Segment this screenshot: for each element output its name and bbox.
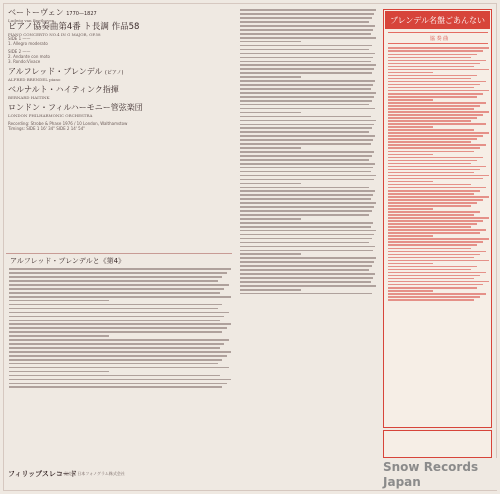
text-line bbox=[388, 154, 433, 156]
text-line bbox=[240, 143, 371, 145]
text-line bbox=[9, 316, 224, 318]
text-line bbox=[388, 178, 483, 180]
pianist-name: アルフレッド・ブレンデル bbox=[8, 67, 103, 76]
text-line bbox=[240, 202, 376, 204]
text-line bbox=[9, 284, 229, 286]
text-line bbox=[388, 248, 471, 250]
text-line bbox=[240, 246, 375, 248]
side2-label: SIDE 2 —— bbox=[8, 49, 31, 54]
text-line bbox=[240, 210, 372, 212]
text-line bbox=[240, 53, 375, 55]
text-line bbox=[240, 222, 373, 224]
pianist-line bbox=[8, 66, 230, 77]
text-line bbox=[240, 230, 376, 232]
text-line bbox=[388, 78, 471, 80]
orchestra-name: ロンドン・フィルハーモニー管弦楽団 bbox=[8, 103, 143, 112]
text-line bbox=[388, 50, 483, 52]
text-line bbox=[388, 232, 480, 234]
text-line bbox=[388, 202, 477, 204]
text-line bbox=[388, 120, 471, 122]
text-line bbox=[388, 90, 489, 92]
text-line bbox=[388, 284, 483, 286]
text-line bbox=[240, 92, 376, 94]
text-line bbox=[240, 163, 375, 165]
watermark-line-2: Japan bbox=[383, 475, 421, 489]
text-line bbox=[388, 220, 483, 222]
text-line bbox=[240, 88, 371, 90]
composer-latin: Ludwig van Beethoven bbox=[8, 18, 55, 23]
text-line bbox=[388, 208, 433, 210]
text-line bbox=[388, 266, 477, 268]
text-line bbox=[388, 129, 474, 131]
catalogue-category: 協 奏 曲 bbox=[430, 36, 449, 42]
essay-column-left bbox=[9, 266, 231, 466]
text-line bbox=[388, 172, 474, 174]
text-line bbox=[9, 351, 231, 353]
text-line bbox=[240, 112, 301, 114]
catalogue-footer-strip bbox=[383, 430, 492, 458]
conductor-name: ベルナルト・ハイティンク指揮 bbox=[8, 85, 119, 94]
text-line bbox=[388, 166, 486, 168]
text-line bbox=[240, 25, 375, 27]
text-line bbox=[240, 64, 376, 66]
text-line bbox=[388, 69, 489, 71]
text-line bbox=[388, 47, 489, 49]
text-line bbox=[388, 251, 486, 253]
text-line bbox=[388, 269, 471, 271]
text-line bbox=[240, 242, 369, 244]
text-line bbox=[388, 102, 486, 104]
text-line bbox=[9, 331, 222, 333]
text-line bbox=[240, 120, 376, 122]
text-line bbox=[9, 304, 222, 306]
text-line bbox=[9, 386, 222, 388]
text-line bbox=[240, 194, 373, 196]
text-line bbox=[240, 234, 374, 236]
text-line bbox=[240, 135, 375, 137]
text-line bbox=[388, 108, 474, 110]
text-line bbox=[388, 99, 433, 101]
pianist-role: (ピアノ) bbox=[104, 70, 124, 76]
text-line bbox=[9, 320, 220, 322]
text-line bbox=[388, 117, 477, 119]
catalogue-title: ブレンデル名盤ごあんない bbox=[385, 11, 490, 29]
tracklist bbox=[8, 36, 230, 64]
conductor-latin: BERNARD HAITINK bbox=[8, 95, 50, 100]
text-line bbox=[9, 323, 231, 325]
text-line bbox=[240, 155, 372, 157]
timings-info: Timings: SIDE 1 16' 34" SIDE 2 14' 54" bbox=[8, 126, 86, 131]
text-line bbox=[9, 371, 109, 373]
text-line bbox=[388, 123, 486, 125]
text-line bbox=[240, 187, 369, 189]
text-line bbox=[388, 205, 471, 207]
text-line bbox=[240, 49, 369, 51]
text-line bbox=[388, 260, 489, 262]
text-line bbox=[388, 217, 489, 219]
text-line bbox=[388, 196, 489, 198]
text-line bbox=[388, 299, 474, 301]
text-line bbox=[240, 80, 375, 82]
composer-dates: 1770—1827 bbox=[66, 11, 97, 17]
text-line bbox=[9, 308, 218, 310]
text-line bbox=[240, 171, 371, 173]
text-line bbox=[240, 21, 369, 23]
text-line bbox=[388, 293, 486, 295]
text-line bbox=[388, 238, 489, 240]
text-line bbox=[240, 33, 371, 35]
text-line bbox=[240, 37, 376, 39]
text-line bbox=[240, 151, 374, 153]
text-line bbox=[388, 223, 477, 225]
text-line bbox=[240, 218, 301, 220]
text-line bbox=[388, 141, 471, 143]
text-line bbox=[240, 41, 301, 43]
text-line bbox=[388, 184, 471, 186]
text-line bbox=[388, 66, 474, 68]
text-line bbox=[240, 289, 301, 291]
watermark bbox=[383, 458, 498, 490]
text-line bbox=[388, 114, 483, 116]
text-line bbox=[388, 60, 486, 62]
label-brand: フィリップスレコード bbox=[8, 470, 77, 478]
text-line bbox=[240, 57, 373, 59]
panel-rule-bottom bbox=[388, 43, 488, 44]
text-line bbox=[388, 226, 471, 228]
text-line bbox=[240, 277, 373, 279]
text-line bbox=[388, 93, 483, 95]
text-line bbox=[388, 147, 480, 149]
text-line bbox=[388, 72, 433, 74]
text-line bbox=[388, 63, 480, 65]
text-line bbox=[240, 285, 376, 287]
text-line bbox=[9, 312, 229, 314]
text-line bbox=[388, 151, 474, 153]
text-line bbox=[240, 273, 375, 275]
text-line bbox=[240, 190, 375, 192]
text-line bbox=[388, 81, 486, 83]
text-line bbox=[388, 163, 471, 165]
text-line bbox=[240, 198, 371, 200]
text-line bbox=[388, 296, 480, 298]
catalogue-listing bbox=[388, 46, 489, 424]
composer-name: ベートーヴェン bbox=[8, 8, 64, 17]
text-line bbox=[9, 276, 222, 278]
text-line bbox=[9, 339, 229, 341]
work-title: ピアノ協奏曲第4番 ト長調 作品58 bbox=[8, 22, 140, 32]
text-line bbox=[388, 281, 489, 283]
text-line bbox=[388, 254, 480, 256]
text-line bbox=[240, 127, 372, 129]
text-line bbox=[9, 367, 229, 369]
text-line bbox=[240, 261, 374, 263]
text-line bbox=[240, 183, 301, 185]
text-line bbox=[9, 327, 227, 329]
distributor-note: 発売元 日本フォノグラム株式会社 bbox=[64, 471, 125, 476]
text-line bbox=[388, 169, 480, 171]
text-line bbox=[388, 187, 486, 189]
text-line bbox=[9, 375, 220, 377]
text-line bbox=[240, 269, 369, 271]
text-line bbox=[388, 287, 477, 289]
text-line bbox=[9, 359, 222, 361]
text-line bbox=[240, 104, 369, 106]
text-line bbox=[9, 280, 218, 282]
side1-movement: 1. Allegro moderato bbox=[8, 41, 48, 46]
side2-movement-b: 3. Rondo:Vivace bbox=[8, 59, 41, 64]
essay-title: アルフレッド・ブレンデルと《第4》 bbox=[10, 257, 126, 265]
text-line bbox=[388, 132, 489, 134]
text-line bbox=[388, 144, 486, 146]
text-line bbox=[388, 290, 433, 292]
text-line bbox=[240, 226, 371, 228]
text-line bbox=[240, 139, 373, 141]
text-line bbox=[388, 138, 477, 140]
text-line bbox=[240, 206, 374, 208]
text-line bbox=[388, 244, 477, 246]
text-line bbox=[388, 181, 433, 183]
text-line bbox=[240, 61, 371, 63]
text-line bbox=[240, 257, 376, 259]
text-line bbox=[240, 84, 373, 86]
text-line bbox=[388, 275, 480, 277]
text-line bbox=[388, 241, 483, 243]
text-line bbox=[240, 13, 374, 15]
text-line bbox=[240, 238, 372, 240]
catalogue-panel bbox=[383, 9, 492, 428]
text-line bbox=[388, 235, 433, 237]
panel-rule-top bbox=[388, 32, 488, 33]
text-line bbox=[9, 383, 227, 385]
essay-column-middle bbox=[240, 7, 376, 469]
text-line bbox=[240, 250, 373, 252]
text-line bbox=[9, 292, 220, 294]
text-line bbox=[388, 157, 483, 159]
text-line bbox=[240, 76, 301, 78]
text-line bbox=[388, 278, 474, 280]
text-line bbox=[240, 96, 374, 98]
text-line bbox=[388, 175, 489, 177]
text-line bbox=[388, 190, 480, 192]
text-line bbox=[388, 75, 477, 77]
text-line bbox=[240, 116, 371, 118]
watermark-line-1: Snow Records bbox=[383, 460, 479, 474]
text-line bbox=[388, 54, 477, 56]
text-line bbox=[388, 57, 471, 59]
text-line bbox=[9, 363, 218, 365]
work-latin: PIANO CONCERTO NO.4 IN G MAJOR, OP.58 bbox=[8, 32, 101, 37]
text-line bbox=[240, 175, 376, 177]
text-line bbox=[9, 272, 227, 274]
text-line bbox=[240, 265, 372, 267]
text-line bbox=[240, 159, 369, 161]
text-line bbox=[388, 199, 483, 201]
text-line bbox=[388, 105, 480, 107]
text-line bbox=[240, 45, 372, 47]
text-line bbox=[240, 108, 375, 110]
text-line bbox=[240, 214, 369, 216]
text-line bbox=[388, 160, 477, 162]
text-line bbox=[240, 29, 373, 31]
text-line bbox=[9, 343, 224, 345]
text-line bbox=[240, 179, 374, 181]
text-line bbox=[388, 96, 477, 98]
text-line bbox=[388, 214, 474, 216]
text-line bbox=[240, 100, 372, 102]
text-line bbox=[388, 84, 480, 86]
recording-info: Recording: Strobe & Phase 1976 / 10 London, Walthamstow bbox=[8, 121, 128, 126]
text-line bbox=[388, 257, 474, 259]
text-line bbox=[9, 355, 227, 357]
text-line bbox=[9, 300, 109, 302]
text-line bbox=[9, 268, 231, 270]
text-line bbox=[388, 135, 483, 137]
text-line bbox=[9, 288, 224, 290]
text-line bbox=[240, 131, 369, 133]
text-line bbox=[9, 296, 231, 298]
text-line bbox=[388, 111, 489, 113]
text-line bbox=[388, 272, 486, 274]
work-block bbox=[8, 20, 230, 37]
text-line bbox=[240, 68, 374, 70]
text-line bbox=[9, 347, 220, 349]
text-line bbox=[240, 72, 372, 74]
text-line bbox=[240, 17, 372, 19]
text-line bbox=[9, 379, 231, 381]
side1-label: SIDE 1 —— bbox=[8, 36, 31, 41]
text-line bbox=[388, 87, 474, 89]
side2-movement-a: 2. Andante con moto bbox=[8, 54, 50, 59]
text-line bbox=[240, 9, 376, 11]
text-line bbox=[240, 124, 374, 126]
orchestra-latin: LONDON PHILHARMONIC ORCHESTRA bbox=[8, 113, 93, 118]
text-line bbox=[388, 263, 433, 265]
text-line bbox=[240, 167, 373, 169]
text-line bbox=[388, 193, 474, 195]
essay-divider bbox=[6, 253, 232, 254]
performers bbox=[8, 66, 230, 131]
text-line bbox=[240, 253, 301, 255]
text-line bbox=[388, 126, 433, 128]
text-line bbox=[240, 293, 372, 295]
text-line bbox=[388, 229, 486, 231]
text-line bbox=[388, 211, 480, 213]
text-line bbox=[240, 281, 371, 283]
text-line bbox=[9, 335, 109, 337]
text-line bbox=[240, 147, 301, 149]
pianist-latin: ALFRED BRENDEL piano bbox=[8, 77, 61, 82]
